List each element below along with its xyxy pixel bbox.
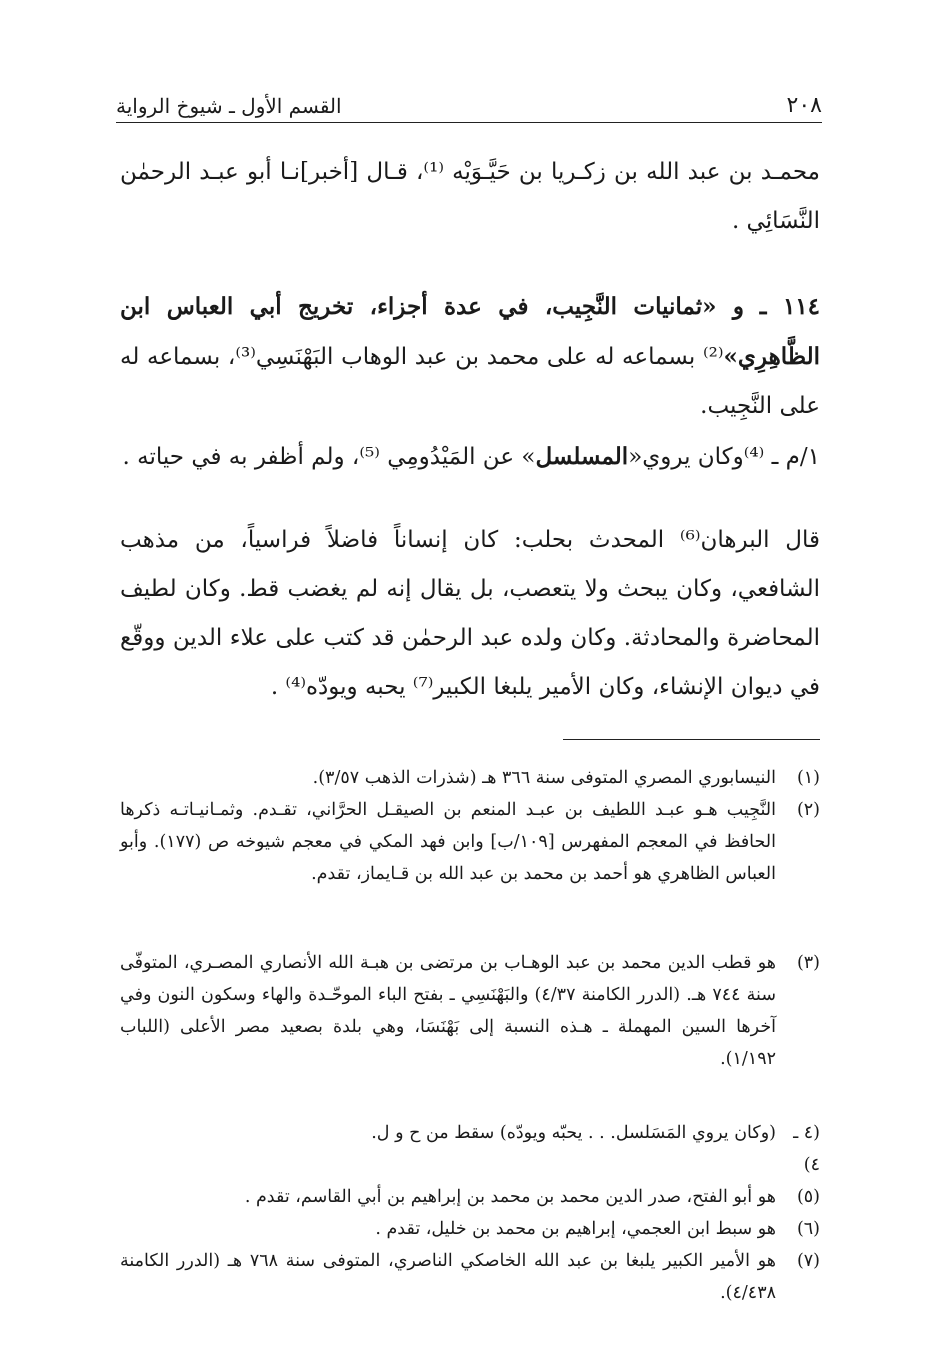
paragraph-burhan: قال البرهان⁽⁶⁾ المحدث بحلب: كان إنساناً فاضلاً فراسياً، من مذهب الشافعي، وكان يبحث ولا يتعصب، بل يقال إنه لم يغضب قط. وكان لطيف المحاضرة والمحادثة. وكان ولده عبد الرحمٰن قد كتب على علاء الدين ووقّع في ديوان الإنشاء، وكان الأمير يلبغا الكبير⁽⁷⁾ يحبه ويودّه⁽⁴⁾ . — [120, 527, 820, 700]
footnote-text: هو قطب الدين محمد بن عبد الوهـاب بن مرتضى بن هبـة الله الأنصاري المصـري، المتوفّى سنة ٧٤٤ هـ. (الدرر الكامنة ٤/٣٧) والبَهْنَسِي ـ بفتح الباء الموحّـدة والهاء وسكون النون وفي آخرها السين المهملة ـ هـذه النسبة إلى بَهْنَسَا، وهي بلدة بصعيد مصر الأعلى (اللباب ١/١٩٢). — [120, 953, 776, 1069]
paragraph-sub-entry — [120, 432, 820, 482]
footnote-separator — [563, 739, 820, 740]
footnote-5 — [120, 1181, 820, 1213]
sub-entry-post: » عن المَيْدُومِي ⁽⁵⁾، ولم أظفر به في حياته . — [122, 444, 536, 470]
footnote-number: (٥) — [796, 1187, 820, 1207]
footnote-number: (٧) — [796, 1251, 820, 1271]
footnote-number: (٢) — [796, 800, 820, 820]
footnote-text: هو أبو الفتح، صدر الدين محمد بن محمد بن إبراهيم بن أبي القاسم، تقدم . — [244, 1187, 776, 1207]
footnote-1 — [120, 762, 820, 794]
page-number: ٢٠٨ — [786, 93, 822, 118]
footnotes-group-1 — [120, 762, 820, 890]
footnote-number: (٤ ـ ٤) — [793, 1123, 820, 1175]
entry-number: ١١٤ ـ — [759, 293, 821, 320]
paragraph-1: محمـد بن عبد الله بن زكـريا بن حَيَّـوَيْه ⁽¹⁾، قـال [أخبر]نـا أبو عبـد الرحمٰن النَّسَائِي . — [120, 159, 820, 234]
sub-entry-bold: المسلسل — [535, 443, 629, 470]
running-title: القسم الأول ـ شيوخ الرواية — [116, 94, 342, 118]
footnote-number: (٣) — [796, 953, 820, 973]
footnote-text: النيسابوري المصري المتوفى سنة ٣٦٦ هـ (شذرات الذهب ٣/٥٧). — [312, 768, 776, 788]
footnote-number: (٦) — [796, 1219, 820, 1239]
footnote-7 — [120, 1245, 820, 1309]
footnote-4-4 — [120, 1117, 820, 1181]
footnote-text: هو الأمير الكبير يلبغا بن عبد الله الخاصكي الناصري، المتوفى سنة ٧٦٨ هـ (الدرر الكامنة ٤/٤٣٨). — [120, 1251, 776, 1303]
footnotes-group-2 — [120, 947, 820, 1075]
footnote-text: هو سبط ابن العجمي، إبراهيم بن محمد بن خليل، تقدم . — [375, 1219, 776, 1239]
footnote-6 — [120, 1213, 820, 1245]
footnotes-group-3 — [120, 1117, 820, 1309]
running-header — [116, 78, 822, 123]
footnote-2 — [120, 794, 820, 890]
paragraph-114 — [120, 282, 820, 431]
footnote-text: النَّجِيب هـو عبـد اللطيف بن عبـد المنعم بن الصيقـل الحرَّاني، تقـدم. وثمـانيـاتـه ذكرها الحافظ في المعجم المفهرس [١٠٩/ب] وابن فهد المكي في معجم شيوخه ص (١٧٧). وأبو العباس الظاهري هو أحمد بن محمد بن عبد الله بن قـايماز، تقدم. — [120, 800, 777, 884]
entry-text: ⁽²⁾ بسماعه له على محمد بن عبد الوهاب البَهْنَسِي⁽³⁾، بسماعه له على النَّجِيب. — [120, 344, 820, 419]
footnote-3 — [120, 947, 820, 1075]
footnote-text: (وكان يروي المَسَلسل. . . يحبّه ويودّه) سقط من ح و ل. — [371, 1123, 776, 1143]
entry-title: و «ثمانيات النَّجِيب، في عدة أجزاء، تخريج أبي العباس ابن الظَّاهِرِي» — [120, 293, 821, 370]
footnote-number: (١) — [796, 768, 820, 788]
sub-entry-pre: ١/م ـ ⁽⁴⁾وكان يروي« — [628, 444, 820, 470]
